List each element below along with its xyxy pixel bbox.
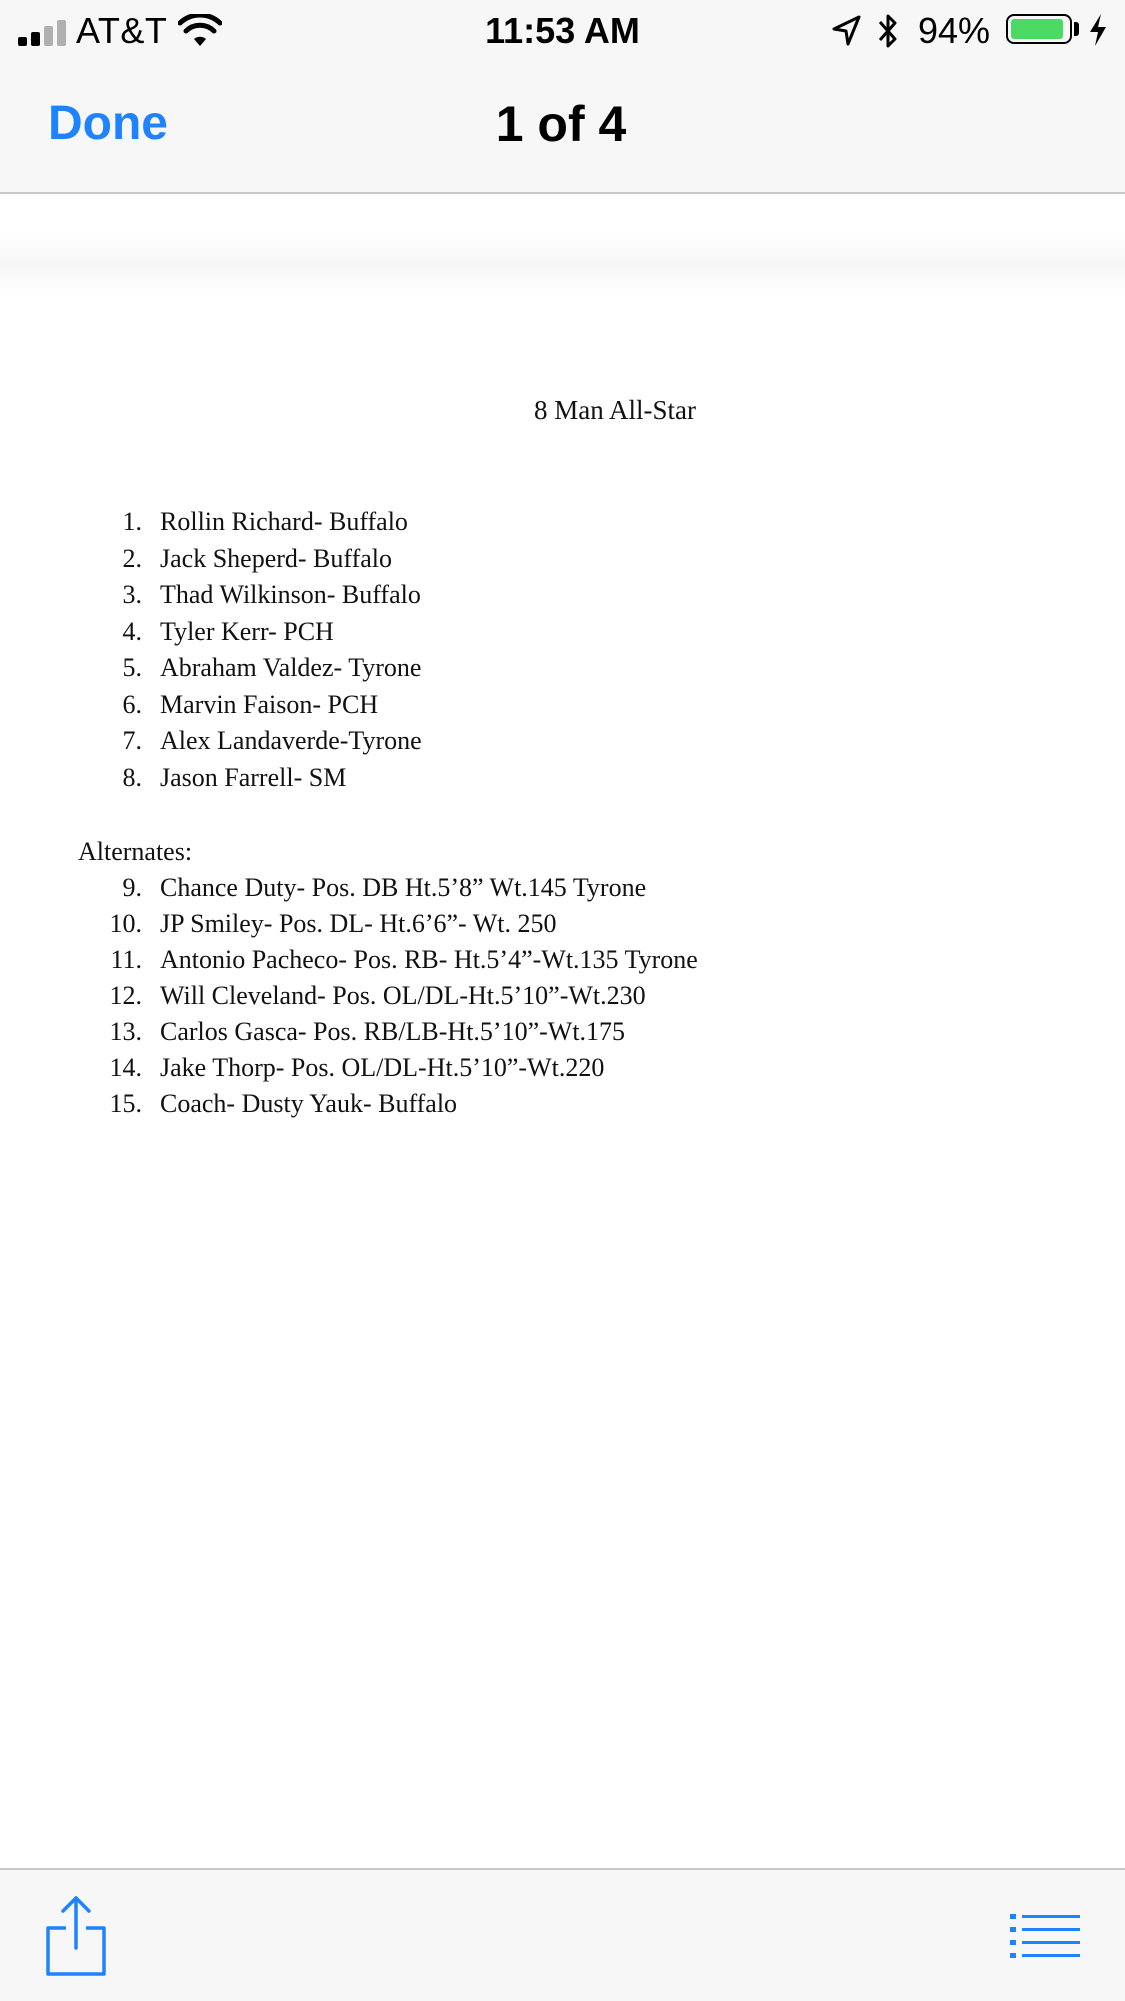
list-item-number: 11.: [110, 945, 142, 974]
list-item-text: JP Smiley- Pos. DL- Ht.6’6”- Wt. 250: [160, 909, 557, 938]
status-bar: [0, 0, 1125, 60]
carrier-label: AT&T: [76, 10, 168, 51]
list-item-number: 7.: [122, 726, 142, 755]
list-item-number: 13.: [109, 1017, 142, 1046]
page-indicator-text: 1 of 4: [495, 96, 627, 152]
share-icon[interactable]: [44, 1892, 108, 1978]
list-item-number: 2.: [122, 543, 142, 573]
battery-percent: 94%: [918, 10, 991, 51]
list-item-text: Jason Farrell- SM: [160, 762, 347, 792]
list-item-text: Chance Duty- Pos. DB Ht.5’8” Wt.145 Tyrone: [160, 873, 647, 902]
list-item-text: Rollin Richard- Buffalo: [160, 507, 408, 536]
list-icon[interactable]: [1010, 1912, 1080, 1960]
battery-tip: [1074, 22, 1079, 36]
list-item-text: Will Cleveland- Pos. OL/DL-Ht.5’10”-Wt.230: [160, 981, 646, 1010]
top-bar: [0, 0, 1125, 194]
status-time: 11:53 AM: [485, 10, 640, 51]
document-title: 8 Man All-Star: [534, 395, 696, 425]
list-item-number: 4.: [122, 616, 142, 646]
list-item-number: 15.: [109, 1089, 142, 1118]
faded-scan-artifact: [0, 234, 1125, 294]
list-item-number: 12.: [109, 981, 142, 1010]
alternates-label: Alternates:: [78, 837, 193, 866]
navigation-bar: [0, 60, 1125, 192]
list-item-text: Alex Landaverde-Tyrone: [160, 726, 422, 755]
list-item-text: Thad Wilkinson- Buffalo: [160, 580, 421, 609]
bluetooth-icon: [876, 12, 900, 50]
battery-fill: [1011, 19, 1063, 39]
bottom-toolbar: [0, 1868, 1125, 2001]
list-item-text: Carlos Gasca- Pos. RB/LB-Ht.5’10”-Wt.175: [160, 1017, 626, 1046]
list-item-text: Jake Thorp- Pos. OL/DL-Ht.5’10”-Wt.220: [160, 1053, 605, 1082]
list-item-number: 3.: [122, 580, 142, 609]
list-item-number: 6.: [122, 689, 142, 719]
list-item-number: 14.: [109, 1053, 142, 1082]
battery-icon: [1006, 14, 1072, 44]
document-page[interactable]: [0, 194, 1125, 1868]
list-item-number: 1.: [122, 507, 142, 536]
list-item-number: 9.: [122, 873, 142, 902]
list-item-text: Abraham Valdez- Tyrone: [160, 653, 422, 682]
page-indicator: [0, 96, 1125, 152]
done-button[interactable]: Done: [48, 97, 168, 150]
location-arrow-icon: [830, 14, 862, 48]
list-item-number: 5.: [122, 653, 142, 682]
list-item-text: Marvin Faison- PCH: [160, 689, 379, 719]
charging-bolt-icon: [1086, 12, 1110, 48]
list-item-text: Tyler Kerr- PCH: [160, 616, 334, 646]
list-item-number: 8.: [122, 762, 142, 792]
list-item-text: Coach- Dusty Yauk- Buffalo: [160, 1089, 458, 1118]
list-item-text: Antonio Pacheco- Pos. RB- Ht.5’4”-Wt.135 Tyrone: [160, 945, 698, 974]
list-item-number: 10.: [109, 909, 142, 938]
list-item-text: Jack Sheperd- Buffalo: [160, 543, 393, 573]
